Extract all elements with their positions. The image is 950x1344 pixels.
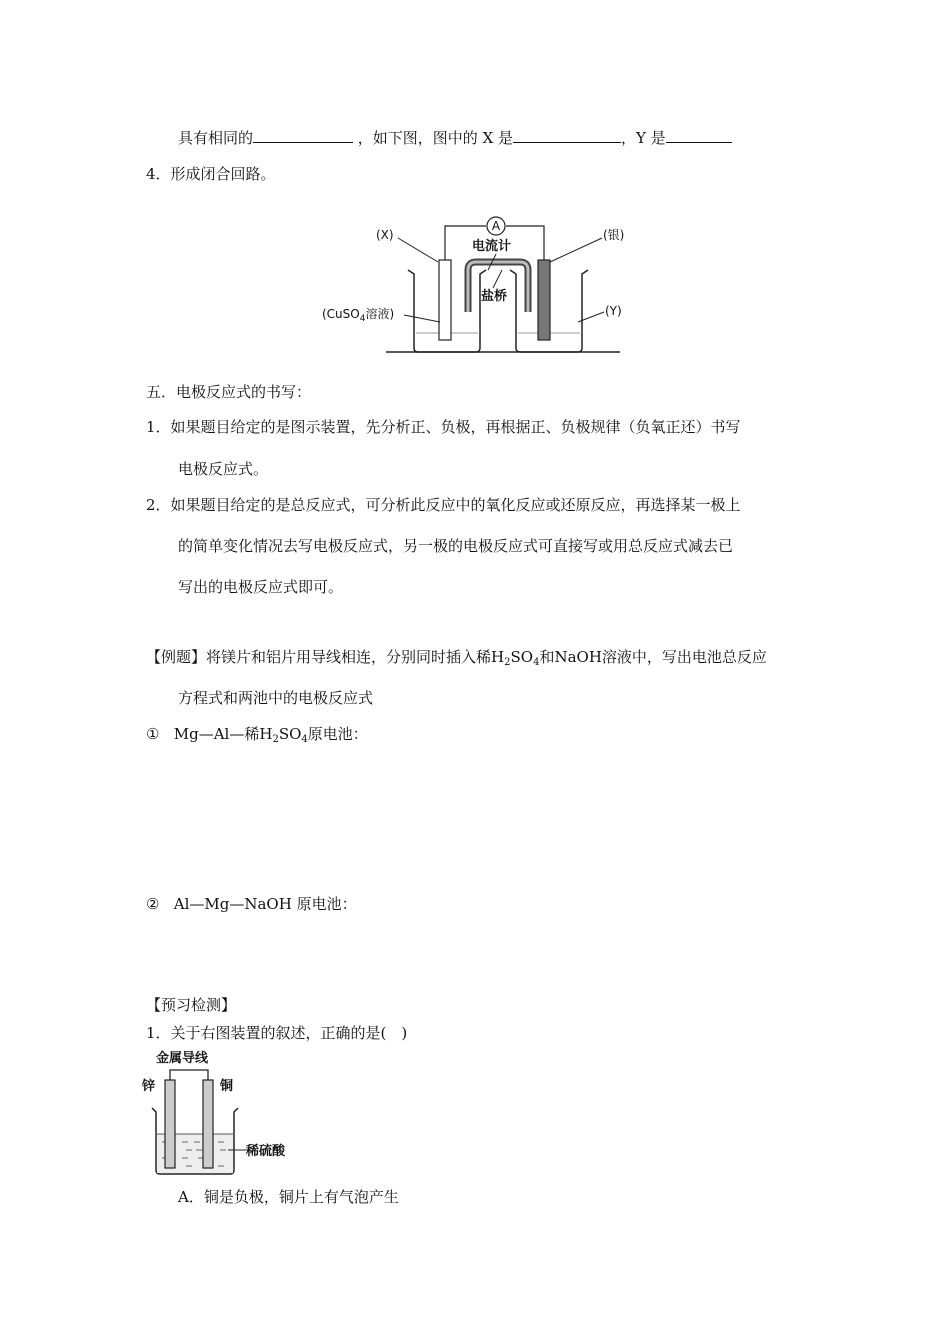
blank-y[interactable] bbox=[666, 128, 732, 143]
preview-title: 【预习检测】 bbox=[146, 996, 237, 1014]
question-2: ② Al—Mg—NaOH 原电池： bbox=[146, 895, 357, 913]
ammeter-label: A bbox=[491, 219, 501, 233]
line1-part2: ，如下图，图中的 X 是 bbox=[357, 129, 514, 147]
section-5-p2b: 的简单变化情况去写电极反应式，另一极的电极反应式可直接写或用总反应式减去已 bbox=[178, 537, 734, 555]
section-5-title: 五．电极反应式的书写： bbox=[146, 383, 312, 401]
galvanometer-label: 电流计 bbox=[472, 239, 512, 254]
item-4: 4．形成闭合回路。 bbox=[146, 165, 276, 183]
example-line-1: 【例题】将镁片和铝片用导线相连，分别同时插入稀$H_2SO_4$和NaOH溶液中，写出电池总反应 bbox=[146, 648, 767, 668]
option-a[interactable]: A．铜是负极，铜片上有气泡产生 bbox=[178, 1188, 399, 1206]
salt-bridge-label: 盐桥 bbox=[481, 289, 508, 304]
acid-label: 稀硫酸 bbox=[246, 1144, 286, 1159]
zinc-copper-cell-figure bbox=[142, 1046, 292, 1178]
example-label: 【例题】 bbox=[146, 648, 207, 666]
line1-part1: 具有相同的 bbox=[178, 129, 254, 147]
preview-question-1: 1．关于右图装置的叙述，正确的是( ) bbox=[146, 1024, 408, 1042]
section-5-p1b: 电极反应式。 bbox=[178, 460, 269, 478]
galvanic-cell-figure bbox=[318, 212, 648, 360]
section-5-p2c: 写出的电极反应式即可。 bbox=[178, 578, 344, 596]
question-2-number: ② bbox=[146, 895, 160, 913]
question-1-number: ① bbox=[146, 725, 160, 743]
electrode-y-label: (Y) bbox=[605, 304, 622, 318]
fill-in-line bbox=[178, 127, 732, 149]
question-1: ① Mg—Al—稀$H_2SO_4$原电池： bbox=[146, 725, 368, 745]
blank-x[interactable] bbox=[513, 128, 621, 143]
zinc-label: 锌 bbox=[142, 1079, 156, 1094]
wire-label: 金属导线 bbox=[156, 1051, 209, 1066]
section-5-p2a: 2．如果题目给定的是总反应式，可分析此反应中的氧化反应或还原反应，再选择某一极上 bbox=[146, 496, 741, 514]
line1-part3: ，Y 是 bbox=[621, 129, 666, 147]
solution-label: (CuSO$_4$溶液) bbox=[322, 307, 395, 324]
section-5-p1a: 1．如果题目给定的是图示装置，先分析正、负极，再根据正、负极规律（负氧正还）书写 bbox=[146, 418, 741, 436]
copper-label: 铜 bbox=[220, 1079, 234, 1094]
electrode-x-label: (X) bbox=[376, 228, 394, 242]
silver-label: (银) bbox=[603, 228, 625, 242]
blank-1[interactable] bbox=[253, 128, 353, 143]
example-line-2: 方程式和两池中的电极反应式 bbox=[178, 689, 374, 707]
